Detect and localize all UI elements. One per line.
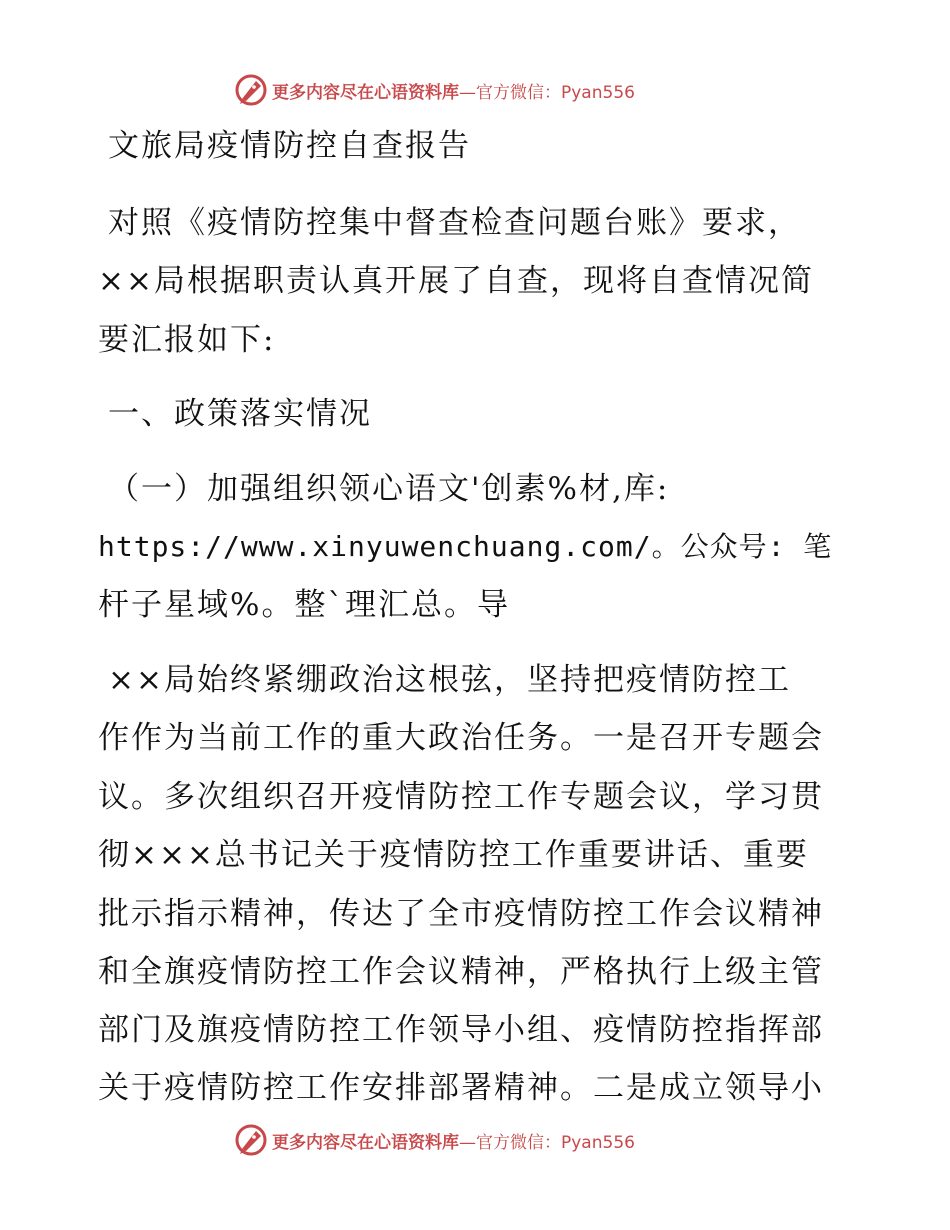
body-line: 批示指示精神，传达了全市疫情防控工作会议精神 [98,896,824,932]
intro-line: ××局根据职责认真开展了自查，现将自查情况简 [98,263,814,299]
body-line: 关于疫情防控工作安排部署精神。二是成立领导小 [98,1070,824,1106]
watermark-banner-bottom [234,1121,714,1159]
body-line: 彻×××总书记关于疫情防控工作重要讲话、重要 [98,837,809,873]
subsection-line: https://www.xinyuwenchuang.com/。公众号: 笔 [98,530,833,563]
subsection-line: 杆子星域%。整`理汇总。导 [98,587,510,623]
watermark-main-text: 更多内容尽在心语资料库 [272,82,459,103]
watermark-banner-top [234,71,714,109]
intro-line: 对照《疫情防控集中督查检查问题台账》要求， [108,205,801,241]
body-line: 议。多次组织召开疫情防控工作专题会议，学习贯 [98,779,824,815]
watermark-sub-text: —官方微信：Pyan556 [459,82,635,103]
body-line: ××局始终紧绷政治这根弦，坚持把疫情防控工 [108,662,791,698]
watermark-sub-text: —官方微信：Pyan556 [459,1132,635,1153]
body-line: 作作为当前工作的重大政治任务。一是召开专题会 [98,720,824,756]
pen-nib-logo-icon [234,1123,268,1157]
section-heading: 一、政策落实情况 [108,396,372,432]
body-line: 和全旗疫情防控工作会议精神，严格执行上级主管 [98,954,824,990]
intro-line: 要汇报如下: [98,322,276,358]
body-line: 部门及旗疫情防控工作领导小组、疫情防控指挥部 [98,1012,824,1048]
document-title: 文旅局疫情防控自查报告 [108,128,471,164]
watermark-main-text: 更多内容尽在心语资料库 [272,1132,459,1153]
subsection-line: （一）加强组织领心语文'创素%材,库: [108,471,670,507]
pen-nib-logo-icon [234,73,268,107]
